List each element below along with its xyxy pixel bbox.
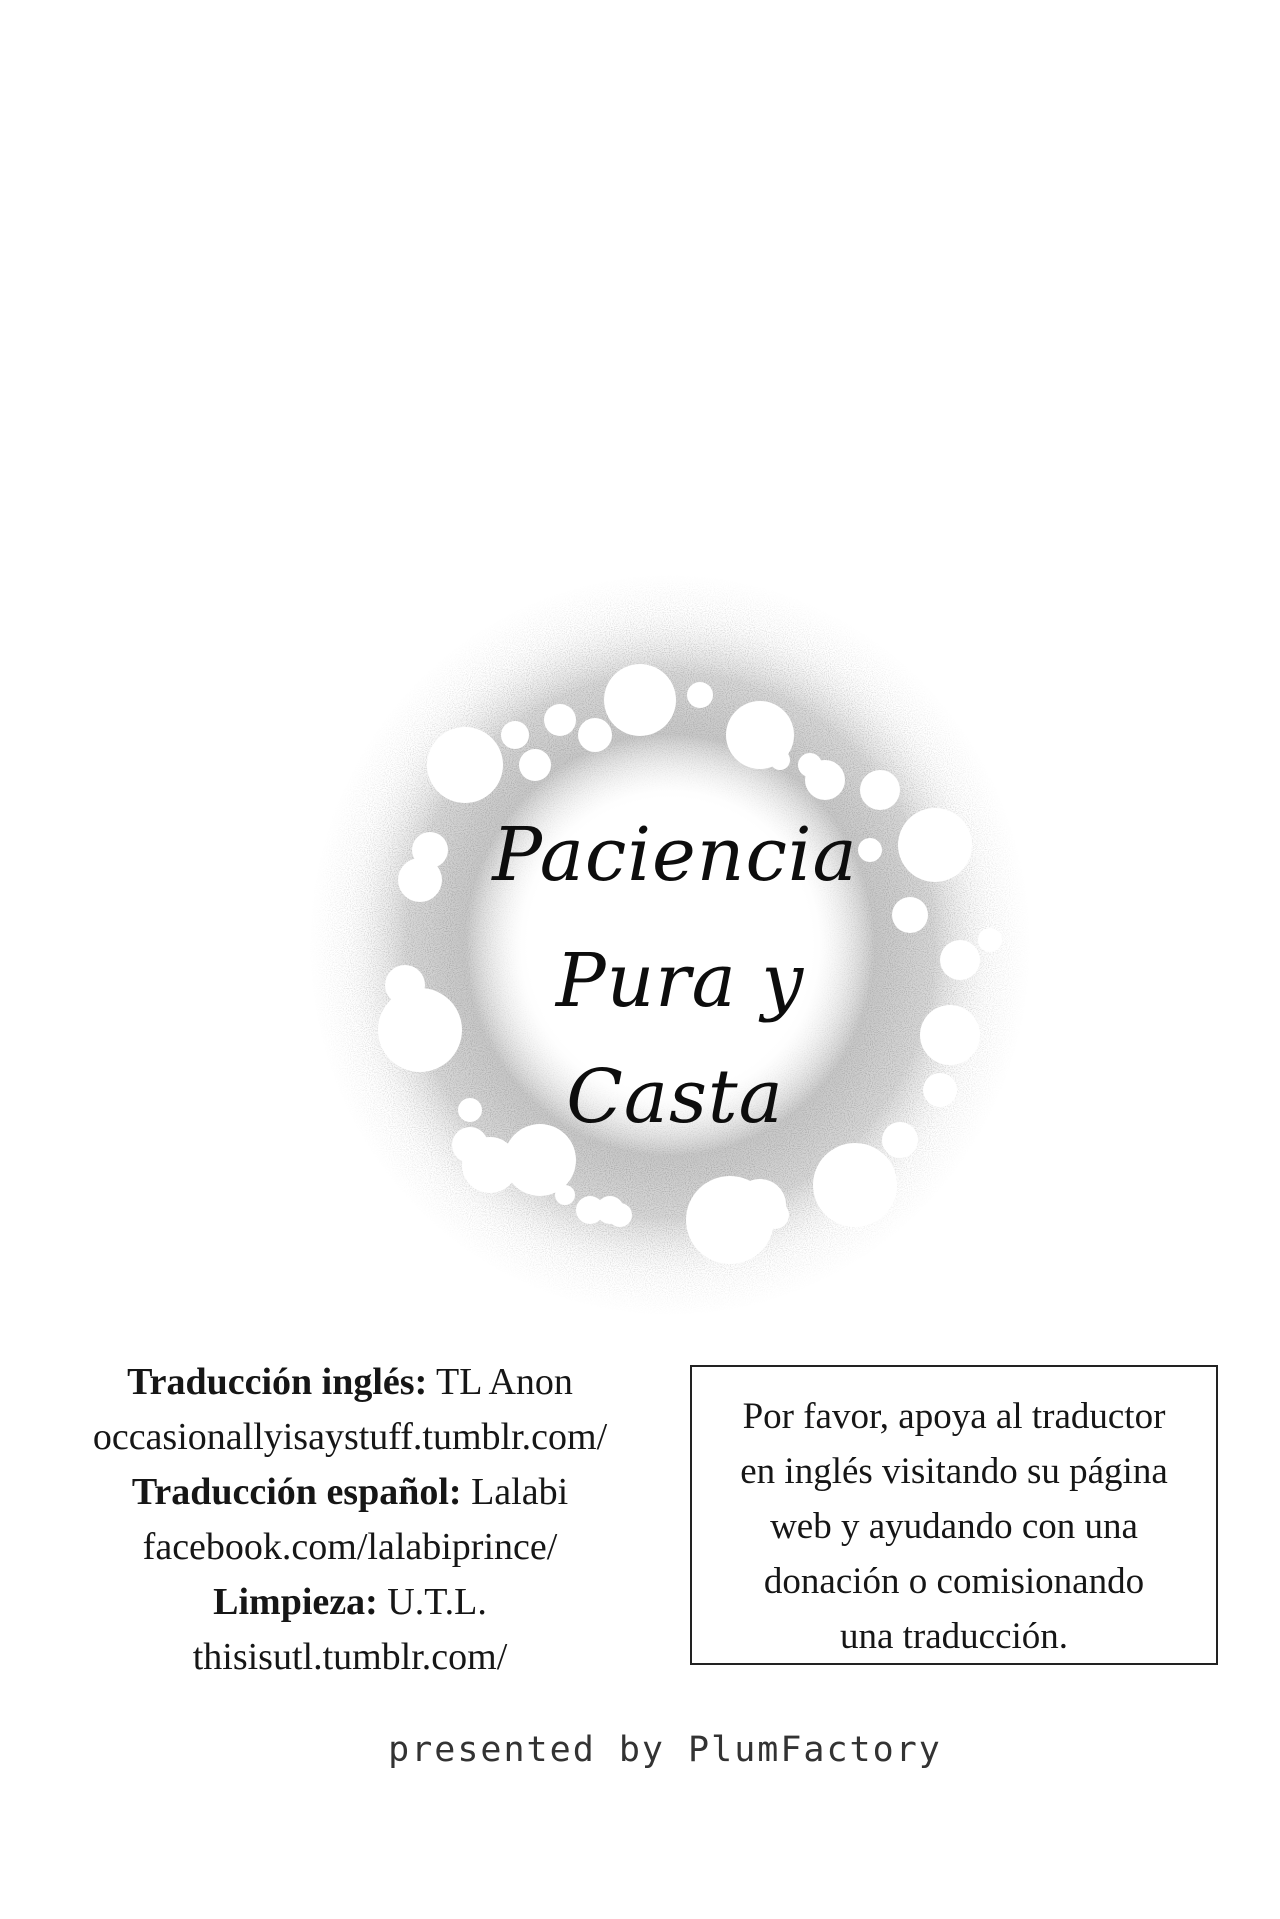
bubble-circle bbox=[761, 1201, 789, 1229]
cleaning-name: U.T.L. bbox=[387, 1581, 487, 1623]
cleaning-row bbox=[60, 1575, 640, 1630]
english-translation-row bbox=[60, 1355, 640, 1410]
cleaning-label: Limpieza: bbox=[213, 1581, 378, 1623]
note-line-4: donación o comisionando bbox=[763, 1561, 1145, 1602]
spanish-translator-name: Lalabi bbox=[471, 1471, 569, 1513]
cleaning-url: thisisutl.tumblr.com/ bbox=[192, 1636, 508, 1678]
presented-by-footer: presented by PlumFactory bbox=[388, 1730, 942, 1770]
spanish-translation-label: Traducción español: bbox=[131, 1471, 462, 1513]
bubble-circle bbox=[501, 721, 529, 749]
note-line-2: en inglés visitando su página bbox=[740, 1451, 1168, 1492]
bubble-circle bbox=[860, 770, 900, 810]
bubble-circle bbox=[578, 718, 612, 752]
spanish-translation-row bbox=[60, 1465, 640, 1520]
note-line-1: Por favor, apoya al traductor bbox=[742, 1396, 1166, 1437]
bubble-circle bbox=[686, 1176, 774, 1264]
note-line-5: una traducción. bbox=[839, 1616, 1069, 1657]
credits-block bbox=[60, 1355, 640, 1685]
bubble-circle bbox=[798, 753, 822, 777]
spanish-translator-url: facebook.com/lalabiprince/ bbox=[142, 1526, 558, 1568]
bubble-circle bbox=[519, 749, 551, 781]
title-line-3: Casta bbox=[566, 1054, 784, 1140]
bubble-circle bbox=[576, 1196, 604, 1224]
bubble-circle bbox=[770, 750, 790, 770]
bubble-circle bbox=[687, 682, 713, 708]
english-translation-label: Traducción inglés: bbox=[127, 1361, 428, 1403]
support-note-box bbox=[690, 1365, 1218, 1665]
bubble-circle bbox=[544, 704, 576, 736]
note-line-3: web y ayudando con una bbox=[770, 1506, 1138, 1547]
bubble-circle bbox=[892, 897, 928, 933]
bubble-circle bbox=[555, 1185, 575, 1205]
bubble-circle bbox=[427, 727, 503, 803]
title-line-1: Paciencia bbox=[492, 812, 858, 898]
bubble-circle bbox=[608, 1203, 632, 1227]
bubble-circle bbox=[604, 664, 676, 736]
title-line-2: Pura y bbox=[555, 938, 805, 1024]
bubble-circle bbox=[813, 1143, 897, 1227]
english-translator-name: TL Anon bbox=[436, 1361, 573, 1403]
english-translator-url: occasionallyisaystuff.tumblr.com/ bbox=[92, 1416, 608, 1458]
